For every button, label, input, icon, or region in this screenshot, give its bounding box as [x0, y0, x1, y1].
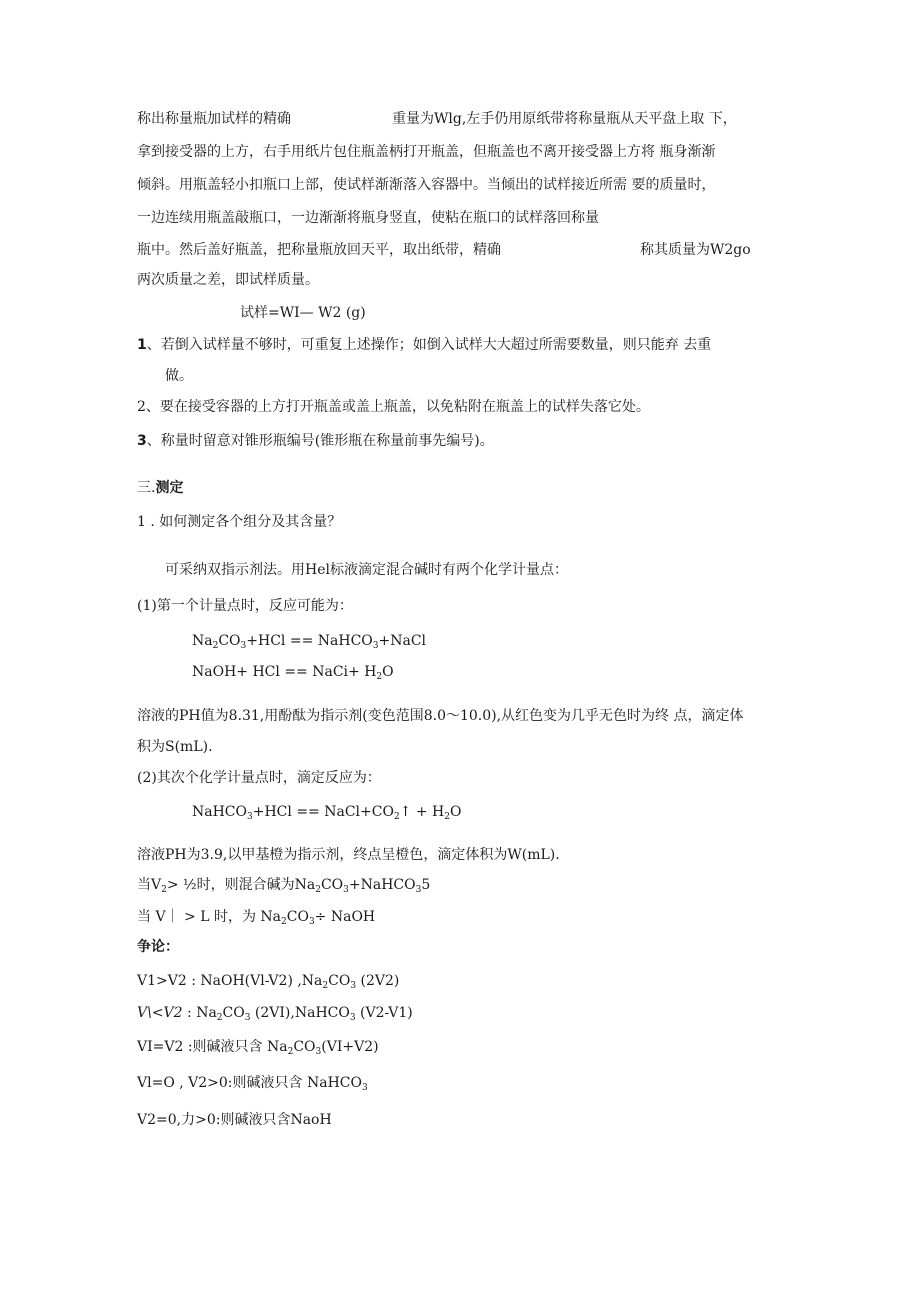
para1-line4: 一边连续用瓶盖敲瓶口，一边渐渐将瓶身竖直，使粘在瓶口的试样落回称量 — [137, 210, 599, 226]
para1-line2: 拿到接受器的上方，右手用纸片包住瓶盖柄打开瓶盖，但瓶盖也不离开接受器上方将 瓶身渐渐 — [137, 144, 716, 160]
para1-line1a: 称出称量瓶加试样的精确 — [137, 111, 291, 127]
dispute-heading: 争论： — [137, 939, 179, 955]
ph-note-1b: 积为S(mL). — [137, 739, 213, 755]
point-2-title: (2)其次个化学计量点时，滴定反应为： — [137, 770, 381, 786]
sample-formula: 试样=WI— W2 (g) — [240, 305, 366, 321]
para1-line1b: 重量为Wlg,左手仍用原纸带将称量瓶从天平盘上取 下， — [392, 111, 737, 127]
note-1 — [137, 335, 711, 355]
note-1-number: 1 — [137, 337, 147, 353]
ph-note-2: 溶液PH为3.9,以甲基橙为指示剂，终点呈橙色，滴定体积为W(mL). — [137, 847, 560, 863]
note-2 — [137, 397, 650, 417]
question-1: 1 . 如何测定各个组分及其含量？ — [137, 514, 342, 530]
equation-2: NaOH+ HCl == NaCi+ $H_2O$ — [192, 664, 394, 682]
point-1-title: (1)第一个计量点时，反应可能为： — [137, 598, 353, 614]
note-3 — [137, 431, 494, 451]
equation-1: $Na_2CO_3+HCl$ == NaHCO$_3$+NaCl — [192, 633, 427, 651]
section-prefix: 三. — [137, 480, 156, 496]
para1-line3: 倾斜。用瓶盖轻小扣瓶口上部，使试样渐渐落入容器中。当倾出的试样接近所需 要的质量时， — [137, 177, 716, 193]
note-3-number: 3 — [137, 433, 147, 449]
condition-1: 当$V_2>$ ½时，则混合碱为$Na_2CO_3+NaHCO_35$ — [137, 877, 431, 895]
method-intro: 可采纳双指示剂法。用Hel标液滴定混合碱时有两个化学计量点： — [165, 562, 568, 578]
para1-line5b: 称其质量为W2go — [640, 242, 751, 258]
note-2-number: 2 — [137, 399, 146, 415]
section-title: 测定 — [155, 480, 184, 496]
case-1: V1>V2 : NaOH(Vl-V2) $,Na_2CO_3$ (2V2) — [137, 973, 400, 991]
note-3-text: 、称量时留意对锥形瓶编号(锥形瓶在称量前事先编号)。 — [146, 433, 494, 449]
ph-note-1a: 溶液的PH值为8.31,用酚酞为指示剂(变色范围8.0～10.0),从红色变为几乎无色时为终 点，滴定体 — [137, 708, 744, 724]
condition-2: 当 V｜ > L 时，为 $Na_2CO_3\div$ NaOH — [137, 909, 376, 927]
note-1-cont: 做。 — [165, 368, 193, 384]
case-4: Vl=O , V2>0:则碱液只含 NaHCO$_3$ — [137, 1075, 368, 1093]
note-2-text: 、要在接受容器的上方打开瓶盖或盖上瓶盖，以免粘附在瓶盖上的试样失落它处。 — [145, 399, 650, 415]
note-1-text: 、若倒入试样量不够时，可重复上述操作；如倒入试样大大超过所需要数量，则只能弃 去重 — [146, 337, 712, 353]
case-2: V\<V2 : $Na_2CO_3$ (2VI),NaHCO$_3$ (V2-V1) — [137, 1005, 413, 1023]
section-heading — [137, 478, 183, 498]
case-3: VI=V2 :则碱液只含 $Na_2CO_3(VI+V2)$ — [137, 1039, 379, 1057]
equation-3: NaHCO$_3$+HCl == $NaCl+CO_2↑ + H_2O$ — [192, 804, 462, 822]
para1-line5a: 瓶中。然后盖好瓶盖，把称量瓶放回天平，取出纸带，精确 — [137, 242, 501, 258]
case-5: V2=0,力>0:则碱液只含NaoH — [137, 1112, 332, 1128]
para1-line6: 两次质量之差，即试样质量。 — [137, 272, 319, 288]
